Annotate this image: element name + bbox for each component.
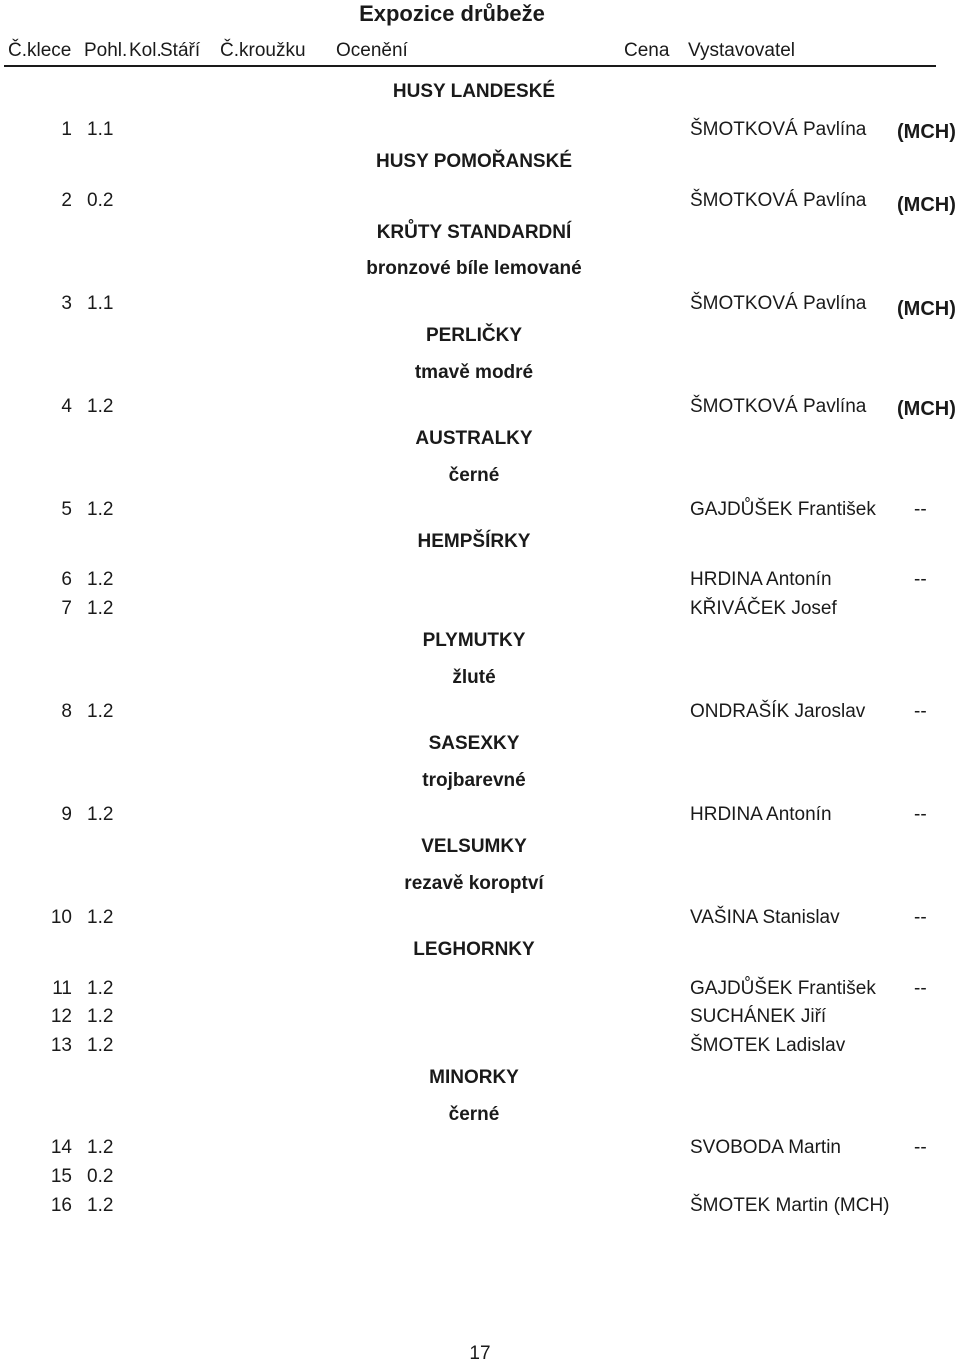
header-color: Kol. (129, 40, 162, 61)
exhibitor: ŠMOTKOVÁ Pavlína (690, 396, 867, 417)
exhibitor: ŠMOTKOVÁ Pavlína (690, 190, 867, 211)
sex-class: 1.2 (87, 396, 114, 417)
cage-number: 3 (61, 293, 72, 314)
sex-class: 1.2 (87, 804, 114, 825)
exhibitor: ŠMOTEK Martin (MCH) (690, 1195, 890, 1216)
sex-class: 1.1 (87, 119, 114, 140)
mch-flag: (MCH) (897, 398, 956, 420)
exhibitor: HRDINA Antonín (690, 804, 832, 825)
cage-number: 6 (61, 569, 72, 590)
table-row (0, 975, 960, 1003)
no-award-dash: -- (914, 978, 927, 999)
no-award-dash: -- (914, 701, 927, 722)
section-color: tmavě modré (414, 362, 534, 383)
no-award-dash: -- (914, 907, 927, 928)
header-exhibitor: Vystavovatel (688, 40, 796, 61)
cage-number: 9 (61, 804, 72, 825)
table-row (0, 595, 960, 623)
sex-class: 1.2 (87, 978, 114, 999)
exhibitor: KŘIVÁČEK Josef (690, 598, 837, 619)
cage-number: 2 (61, 190, 72, 211)
section-heading: MINORKY (429, 1067, 519, 1088)
sex-class: 0.2 (87, 190, 114, 211)
section-heading: LEGHORNKY (413, 939, 535, 960)
sex-class: 1.2 (87, 1195, 114, 1216)
sex-class: 1.2 (87, 701, 114, 722)
no-award-dash: -- (914, 1137, 927, 1158)
no-award-dash: -- (914, 499, 927, 520)
cage-number: 7 (61, 598, 72, 619)
cage-number: 1 (61, 119, 72, 140)
cage-number: 12 (50, 1006, 72, 1027)
header-price: Cena (624, 40, 670, 61)
exhibitor: ŠMOTKOVÁ Pavlína (690, 293, 867, 314)
table-row (0, 1192, 960, 1220)
table-row (0, 801, 960, 829)
mch-flag: (MCH) (897, 298, 956, 320)
table-row (0, 1032, 960, 1060)
exhibitor: HRDINA Antonín (690, 569, 832, 590)
section-color: žluté (452, 667, 496, 688)
section-heading: HUSY POMOŘANSKÉ (375, 151, 572, 172)
section-heading: PERLIČKY (425, 325, 523, 346)
sex-class: 1.2 (87, 1137, 114, 1158)
section-color: rezavě koroptví (404, 873, 544, 894)
table-row (0, 116, 960, 144)
cage-number: 5 (61, 499, 72, 520)
section-heading: HEMPŠÍRKY (417, 531, 531, 552)
no-award-dash: -- (914, 569, 927, 590)
table-row (0, 904, 960, 932)
exhibitor: ŠMOTEK Ladislav (690, 1035, 846, 1056)
exhibitor: SVOBODA Martin (690, 1137, 841, 1158)
section-color: trojbarevné (422, 770, 526, 791)
sex-class: 1.2 (87, 1035, 114, 1056)
cage-number: 16 (50, 1195, 72, 1216)
section-color: černé (448, 465, 500, 486)
section-color: bronzové bíle lemované (366, 258, 582, 279)
page-number: 17 (469, 1343, 491, 1364)
mch-flag: (MCH) (897, 194, 956, 216)
sex-class: 1.2 (87, 598, 114, 619)
header-divider (4, 65, 936, 67)
sex-class: 1.2 (87, 499, 114, 520)
exhibitor: VAŠINA Stanislav (690, 907, 840, 928)
document-title: Expozice drůbeže (359, 1, 545, 26)
section-heading: VELSUMKY (421, 836, 527, 857)
cage-number: 15 (50, 1166, 72, 1187)
header-age: Stáří (160, 40, 201, 61)
exhibitor: GAJDŮŠEK František (690, 499, 876, 520)
section-heading: PLYMUTKY (422, 630, 526, 651)
cage-number: 8 (61, 701, 72, 722)
section-heading: HUSY LANDESKÉ (392, 81, 556, 102)
table-row (0, 1134, 960, 1162)
table-row (0, 290, 960, 318)
table-row (0, 1163, 960, 1191)
header-ring: Č.kroužku (220, 40, 306, 61)
cage-number: 4 (61, 396, 72, 417)
section-heading: SASEXKY (428, 733, 520, 754)
exhibitor: ONDRAŠÍK Jaroslav (690, 701, 866, 722)
cage-number: 13 (50, 1035, 72, 1056)
table-row (0, 1003, 960, 1031)
section-heading: KRŮTY STANDARDNÍ (376, 222, 572, 243)
sex-class: 1.2 (87, 907, 114, 928)
no-award-dash: -- (914, 804, 927, 825)
table-row (0, 496, 960, 524)
exhibitor: ŠMOTKOVÁ Pavlína (690, 119, 867, 140)
header-sex: Pohl. (84, 40, 128, 61)
exhibitor: SUCHÁNEK Jiří (690, 1006, 827, 1027)
cage-number: 10 (50, 907, 72, 928)
table-row (0, 393, 960, 421)
sex-class: 1.2 (87, 569, 114, 590)
mch-flag: (MCH) (897, 121, 956, 143)
table-row (0, 566, 960, 594)
sex-class: 1.1 (87, 293, 114, 314)
table-row (0, 698, 960, 726)
table-row (0, 187, 960, 215)
header-award: Ocenění (336, 40, 408, 61)
cage-number: 11 (52, 978, 72, 999)
sex-class: 0.2 (87, 1166, 114, 1187)
section-heading: AUSTRALKY (415, 428, 533, 449)
sex-class: 1.2 (87, 1006, 114, 1027)
exhibitor: GAJDŮŠEK František (690, 978, 876, 999)
cage-number: 14 (50, 1137, 72, 1158)
section-color: černé (448, 1104, 500, 1125)
header-cage: Č.klece (8, 40, 72, 61)
